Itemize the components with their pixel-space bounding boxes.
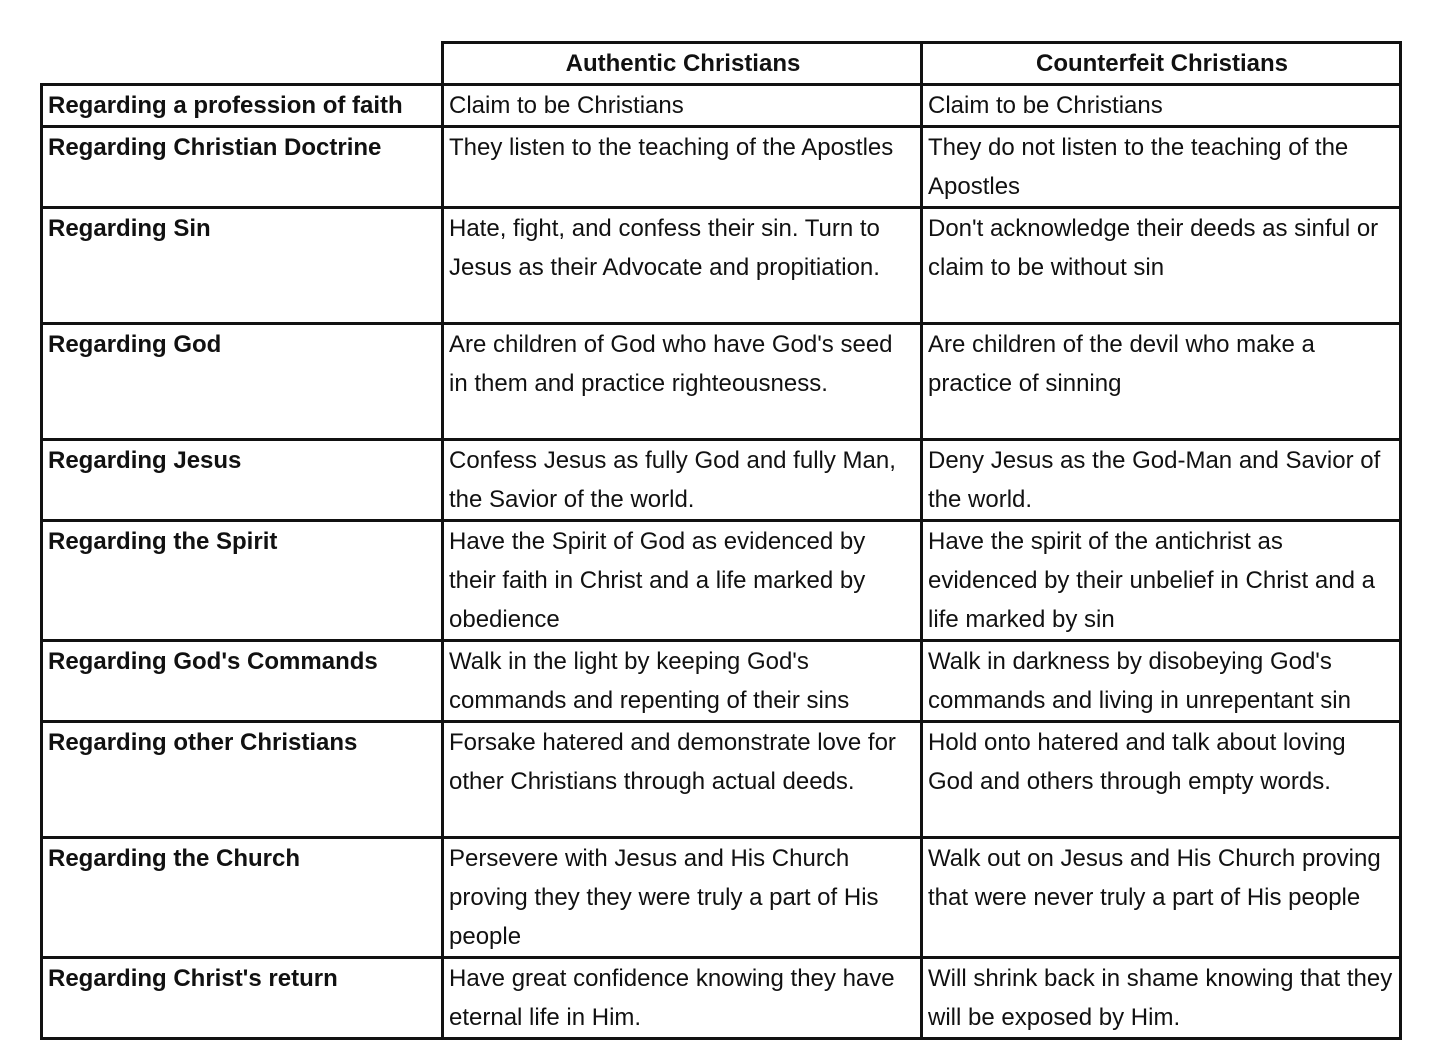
counterfeit-cell: Have the spirit of the antichrist as evidenced by their unbelief in Christ and a life marked by sin: [922, 521, 1401, 641]
counterfeit-cell: Are children of the devil who make a practice of sinning: [922, 324, 1401, 440]
header-row: [42, 43, 1401, 85]
authentic-cell: Forsake hatered and demonstrate love for other Christians through actual deeds.: [443, 722, 922, 838]
counterfeit-cell: Walk in darkness by disobeying God's commands and living in unrepentant sin: [922, 641, 1401, 722]
authentic-cell: Are children of God who have God's seed in them and practice righteousness.: [443, 324, 922, 440]
authentic-cell: Claim to be Christians: [443, 85, 922, 127]
authentic-cell: Have the Spirit of God as evidenced by their faith in Christ and a life marked by obedience: [443, 521, 922, 641]
authentic-cell: Have great confidence knowing they have eternal life in Him.: [443, 958, 922, 1039]
header-authentic: Authentic Christians: [443, 43, 922, 85]
authentic-cell: They listen to the teaching of the Apostles: [443, 127, 922, 208]
table-row: [42, 641, 1401, 722]
counterfeit-cell: Will shrink back in shame knowing that they will be exposed by Him.: [922, 958, 1401, 1039]
row-label: Regarding Sin: [42, 208, 443, 324]
table-row: [42, 838, 1401, 958]
row-label: Regarding a profession of faith: [42, 85, 443, 127]
table-row: [42, 85, 1401, 127]
row-label: Regarding God's Commands: [42, 641, 443, 722]
row-label: Regarding Christ's return: [42, 958, 443, 1039]
authentic-cell: Hate, fight, and confess their sin. Turn to Jesus as their Advocate and propitiation.: [443, 208, 922, 324]
corner-cell: [42, 43, 443, 85]
comparison-table: [40, 41, 1402, 1040]
row-label: Regarding the Spirit: [42, 521, 443, 641]
row-label: Regarding God: [42, 324, 443, 440]
table-row: [42, 958, 1401, 1039]
row-label: Regarding the Church: [42, 838, 443, 958]
header-counterfeit: Counterfeit Christians: [922, 43, 1401, 85]
table-row: [42, 440, 1401, 521]
table-row: [42, 208, 1401, 324]
table-row: [42, 324, 1401, 440]
counterfeit-cell: Walk out on Jesus and His Church proving that were never truly a part of His people: [922, 838, 1401, 958]
counterfeit-cell: Don't acknowledge their deeds as sinful or claim to be without sin: [922, 208, 1401, 324]
row-label: Regarding Jesus: [42, 440, 443, 521]
authentic-cell: Persevere with Jesus and His Church proving they they were truly a part of His people: [443, 838, 922, 958]
authentic-cell: Confess Jesus as fully God and fully Man, the Savior of the world.: [443, 440, 922, 521]
counterfeit-cell: They do not listen to the teaching of the Apostles: [922, 127, 1401, 208]
table-row: [42, 722, 1401, 838]
counterfeit-cell: Hold onto hatered and talk about loving God and others through empty words.: [922, 722, 1401, 838]
row-label: Regarding Christian Doctrine: [42, 127, 443, 208]
authentic-cell: Walk in the light by keeping God's commands and repenting of their sins: [443, 641, 922, 722]
row-label: Regarding other Christians: [42, 722, 443, 838]
table-row: [42, 521, 1401, 641]
counterfeit-cell: Claim to be Christians: [922, 85, 1401, 127]
table-row: [42, 127, 1401, 208]
counterfeit-cell: Deny Jesus as the God-Man and Savior of the world.: [922, 440, 1401, 521]
